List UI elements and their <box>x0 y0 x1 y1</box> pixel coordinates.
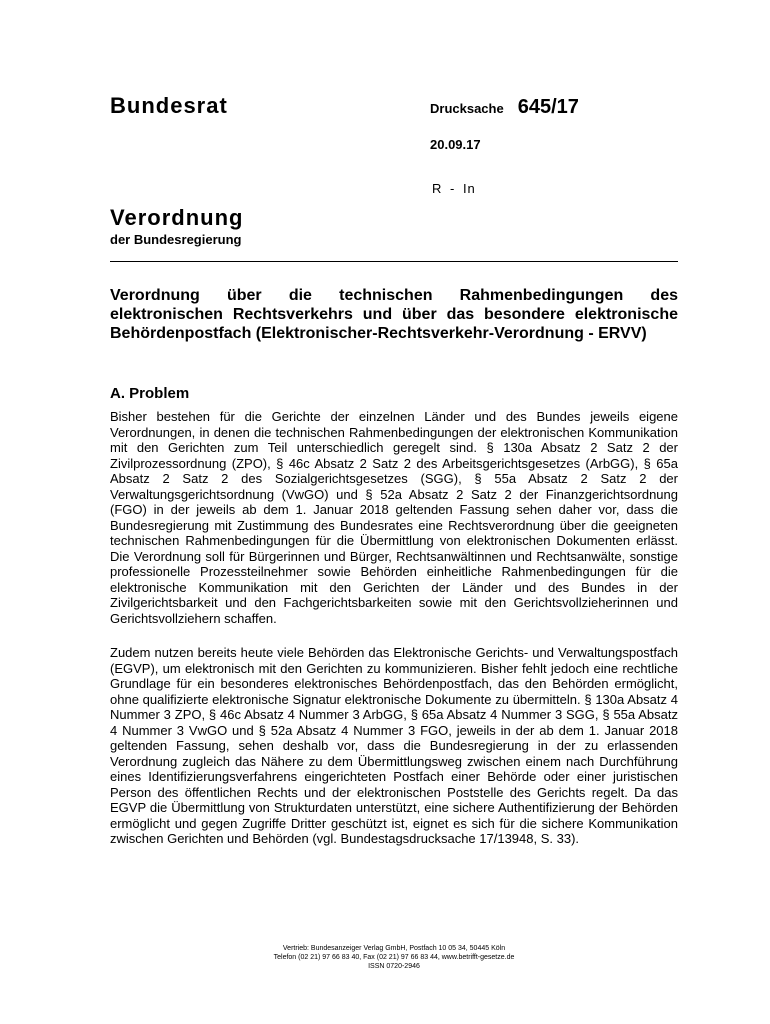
header-divider <box>110 261 678 262</box>
footer-line: Vertrieb: Bundesanzeiger Verlag GmbH, Postfach 10 05 34, 50445 Köln <box>282 945 506 952</box>
institution-name: Bundesrat <box>110 93 228 118</box>
section-heading: A. Problem <box>110 385 190 402</box>
drucksache-reference <box>430 96 579 119</box>
document-type: Verordnung <box>110 205 244 230</box>
drucksache-label: Drucksache <box>430 101 504 116</box>
publisher-footer <box>0 944 770 971</box>
document-issuer: der Bundesregierung <box>110 232 242 247</box>
body-paragraph: Bisher bestehen für die Gerichte der einzelnen Länder und des Bundes jeweils eigene Verordnungen, in denen die technischen Rahmenbedingungen der elektronischen Kommunikation mit den Gerichten zum Teil unterschiedlich geregelt sind. § 130a Absatz 2 Satz 2 der Zivilprozessordnung (ZPO), § 46c Absatz 2 Satz 2 des Arbeitsgerichtsgesetzes (ArbGG), § 65a Absatz 2 Satz 2 des Sozialgerichtsgesetzes (SGG), § 55a Absatz 2 Satz 2 der Verwaltungsgerichtsordnung (VwGO) und § 52a Absatz 2 Satz 2 der Finanzgerichtsordnung (FGO) in der jeweils ab dem 1. Januar 2018 geltenden Fassung sehen daher vor, dass die Bundesregierung mit Zustimmung des Bundesrates eine Rechtsverordnung über die geeigneten technischen Rahmenbedingungen für die Übermittlung von elektronischen Dokumenten erlässt. Die Verordnung soll für Bürgerinnen und Bürger, Rechtsanwältinnen und Rechtsanwälte, sonstige professionelle Prozessteilnehmer sowie Behörden einheitliche Rahmenbedingungen für die elektronische Kommunikation mit den Gerichten der Länder und des Bundes in der Zivilgerichtsbarkeit und den Fachgerichtsbarkeiten sowie mit den Gerichtsvollzieherinnen und Gerichtsvollziehern schaffen. <box>110 409 678 626</box>
footer-line: Telefon (02 21) 97 66 83 40, Fax (02 21) 97 66 83 44, www.betrifft-gesetze.de <box>273 954 515 961</box>
document-title: Verordnung über die technischen Rahmenbedingungen des elektronischen Rechtsverkehrs und über das besondere elektronische Behördenpostfach (Elektronischer-Rechtsverkehr-Verordnung - ERVV) <box>110 287 678 342</box>
committee-codes: R - In <box>432 181 476 196</box>
drucksache-number: 645/17 <box>517 96 579 118</box>
document-date: 20.09.17 <box>430 137 481 152</box>
footer-line: ISSN 0720-2946 <box>368 963 420 970</box>
body-paragraph: Zudem nutzen bereits heute viele Behörden das Elektronische Gerichts- und Verwaltungspostfach (EGVP), um elektronisch mit den Gerichten zu kommunizieren. Bisher fehlt jedoch eine rechtliche Grundlage für ein besonderes elektronisches Behördenpostfach, das den Behörden ermöglicht, ohne qualifizierte elektronische Signatur elektronische Dokumente zu übermitteln. § 130a Absatz 4 Nummer 3 ZPO, § 46c Absatz 4 Nummer 3 ArbGG, § 65a Absatz 4 Nummer 3 SGG, § 55a Absatz 4 Nummer 3 VwGO und § 52a Absatz 4 Nummer 3 FGO, jeweils in der ab dem 1. Januar 2018 geltenden Fassung, sehen deshalb vor, dass die Bundesregierung in der zu erlassenden Verordnung zugleich das Nähere zu dem Übermittlungsweg zwischen einem nach Durchführung eines Identifizierungsverfahrens eingerichteten Postfach einer Behörde oder einer juristischen Person des öffentlichen Rechts und der elektronischen Poststelle des Gerichts regelt. Da das EGVP die Übermittlung von Strukturdaten unterstützt, eine sichere Authentifizierung der Behörden ermöglicht und gegen Zugriffe Dritter geschützt ist, eignet es sich für die sichere Kommunikation zwischen Gerichten und Behörden (vgl. Bundestagsdrucksache 17/13948, S. 33). <box>110 645 678 846</box>
